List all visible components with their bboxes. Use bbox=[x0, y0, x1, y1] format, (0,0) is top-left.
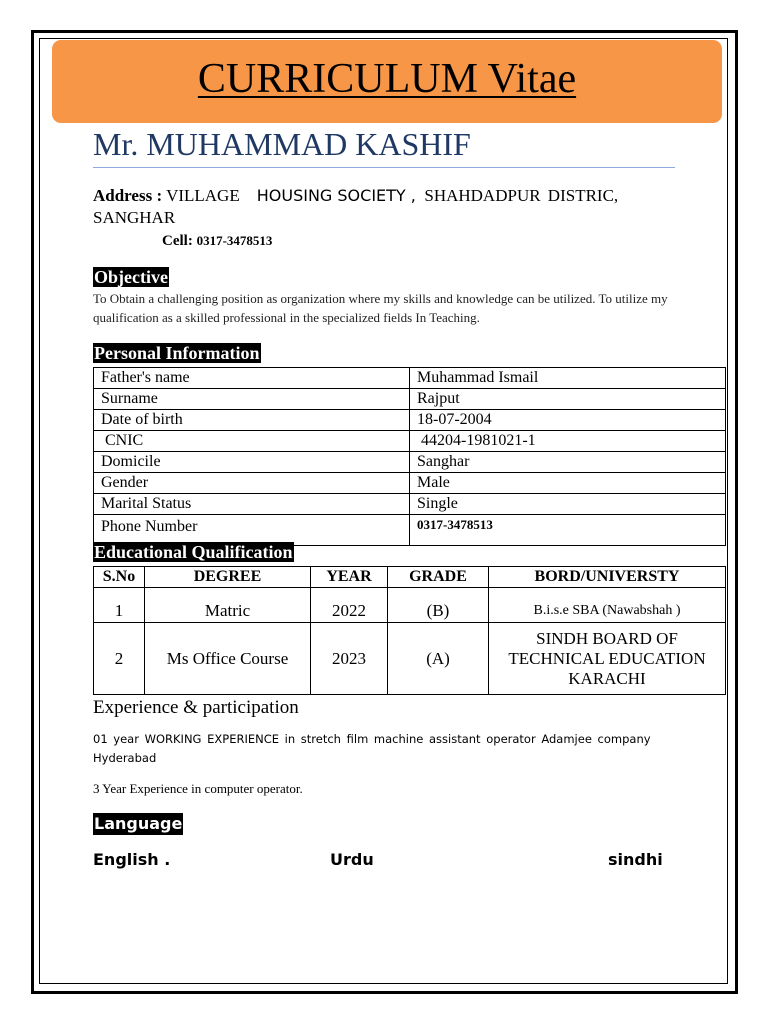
col-grade: GRADE bbox=[388, 567, 489, 588]
language-sindhi: sindhi bbox=[608, 850, 663, 869]
edu-board: B.i.s.e SBA (Nawabshah ) bbox=[489, 588, 726, 623]
language-english: English . bbox=[93, 850, 171, 869]
pi-label: CNIC bbox=[94, 431, 410, 452]
edu-grade: (B) bbox=[388, 588, 489, 623]
experience-item: 01 year WORKING EXPERIENCE in stretch film machine assistant operator Adamjee company Hyderabad bbox=[93, 732, 651, 765]
pi-value: Rajput bbox=[410, 389, 726, 410]
table-row bbox=[94, 452, 726, 473]
table-row bbox=[94, 623, 726, 695]
table-header-row bbox=[94, 567, 726, 588]
language-heading: Language bbox=[94, 814, 183, 833]
table-row bbox=[94, 368, 726, 389]
pi-label: Date of birth bbox=[94, 410, 410, 431]
address-district: SHAHDADPUR DISTRIC, bbox=[424, 186, 619, 205]
edu-degree: Matric bbox=[145, 588, 311, 623]
objective-heading: Objective bbox=[94, 267, 168, 287]
address-village: VILLAGE bbox=[166, 186, 240, 205]
cell-label: Cell: bbox=[162, 233, 193, 249]
edu-sno: 1 bbox=[94, 588, 145, 623]
pi-label: Phone Number bbox=[94, 515, 410, 546]
address-block bbox=[93, 185, 693, 229]
pi-label: Surname bbox=[94, 389, 410, 410]
pi-label: Domicile bbox=[94, 452, 410, 473]
pi-label: Father's name bbox=[94, 368, 410, 389]
edu-grade: (A) bbox=[388, 623, 489, 695]
address-label: Address : bbox=[93, 186, 163, 205]
personal-info-table bbox=[93, 367, 726, 546]
edu-year: 2023 bbox=[311, 623, 388, 695]
table-row bbox=[94, 410, 726, 431]
edu-degree: Ms Office Course bbox=[145, 623, 311, 695]
address-society: HOUSING SOCIETY , bbox=[256, 186, 416, 205]
pi-value: Muhammad Ismail bbox=[410, 368, 726, 389]
applicant-name: Mr. MUHAMMAD KASHIF bbox=[93, 126, 471, 162]
pi-value: Sanghar bbox=[410, 452, 726, 473]
col-year: YEAR bbox=[311, 567, 388, 588]
table-row bbox=[94, 431, 726, 452]
pi-value: Single bbox=[410, 494, 726, 515]
col-degree: DEGREE bbox=[145, 567, 311, 588]
cell-number: 0317-3478513 bbox=[196, 233, 273, 248]
pi-value: Male bbox=[410, 473, 726, 494]
language-urdu: Urdu bbox=[330, 850, 374, 869]
edu-year: 2022 bbox=[311, 588, 388, 623]
edu-board: SINDH BOARD OF TECHNICAL EDUCATION KARACHI bbox=[489, 623, 726, 695]
education-heading: Educational Qualification bbox=[94, 542, 293, 562]
pi-label: Gender bbox=[94, 473, 410, 494]
personal-info-heading: Personal Information bbox=[94, 343, 260, 363]
pi-value: 44204-1981021-1 bbox=[410, 431, 726, 452]
education-table bbox=[93, 566, 726, 695]
name-divider bbox=[93, 167, 675, 168]
col-sno: S.No bbox=[94, 567, 145, 588]
table-row bbox=[94, 389, 726, 410]
experience-item: 3 Year Experience in computer operator. bbox=[93, 781, 303, 796]
cell-block bbox=[162, 233, 272, 250]
pi-label: Marital Status bbox=[94, 494, 410, 515]
address-city: SANGHAR bbox=[93, 208, 176, 227]
table-row bbox=[94, 473, 726, 494]
experience-heading: Experience & participation bbox=[93, 697, 299, 718]
table-row bbox=[94, 494, 726, 515]
cv-title: CURRICULUM Vitae bbox=[197, 56, 577, 102]
table-row bbox=[94, 515, 726, 546]
objective-text: To Obtain a challenging position as organization where my skills and knowledge can be utilized. To utilize my qualification as a skilled professional in the specialized fields In Teaching. bbox=[93, 291, 668, 325]
col-board: BORD/UNIVERSTY bbox=[489, 567, 726, 588]
pi-value: 18-07-2004 bbox=[410, 410, 726, 431]
edu-sno: 2 bbox=[94, 623, 145, 695]
pi-value: 0317-3478513 bbox=[410, 515, 726, 546]
table-row bbox=[94, 588, 726, 623]
